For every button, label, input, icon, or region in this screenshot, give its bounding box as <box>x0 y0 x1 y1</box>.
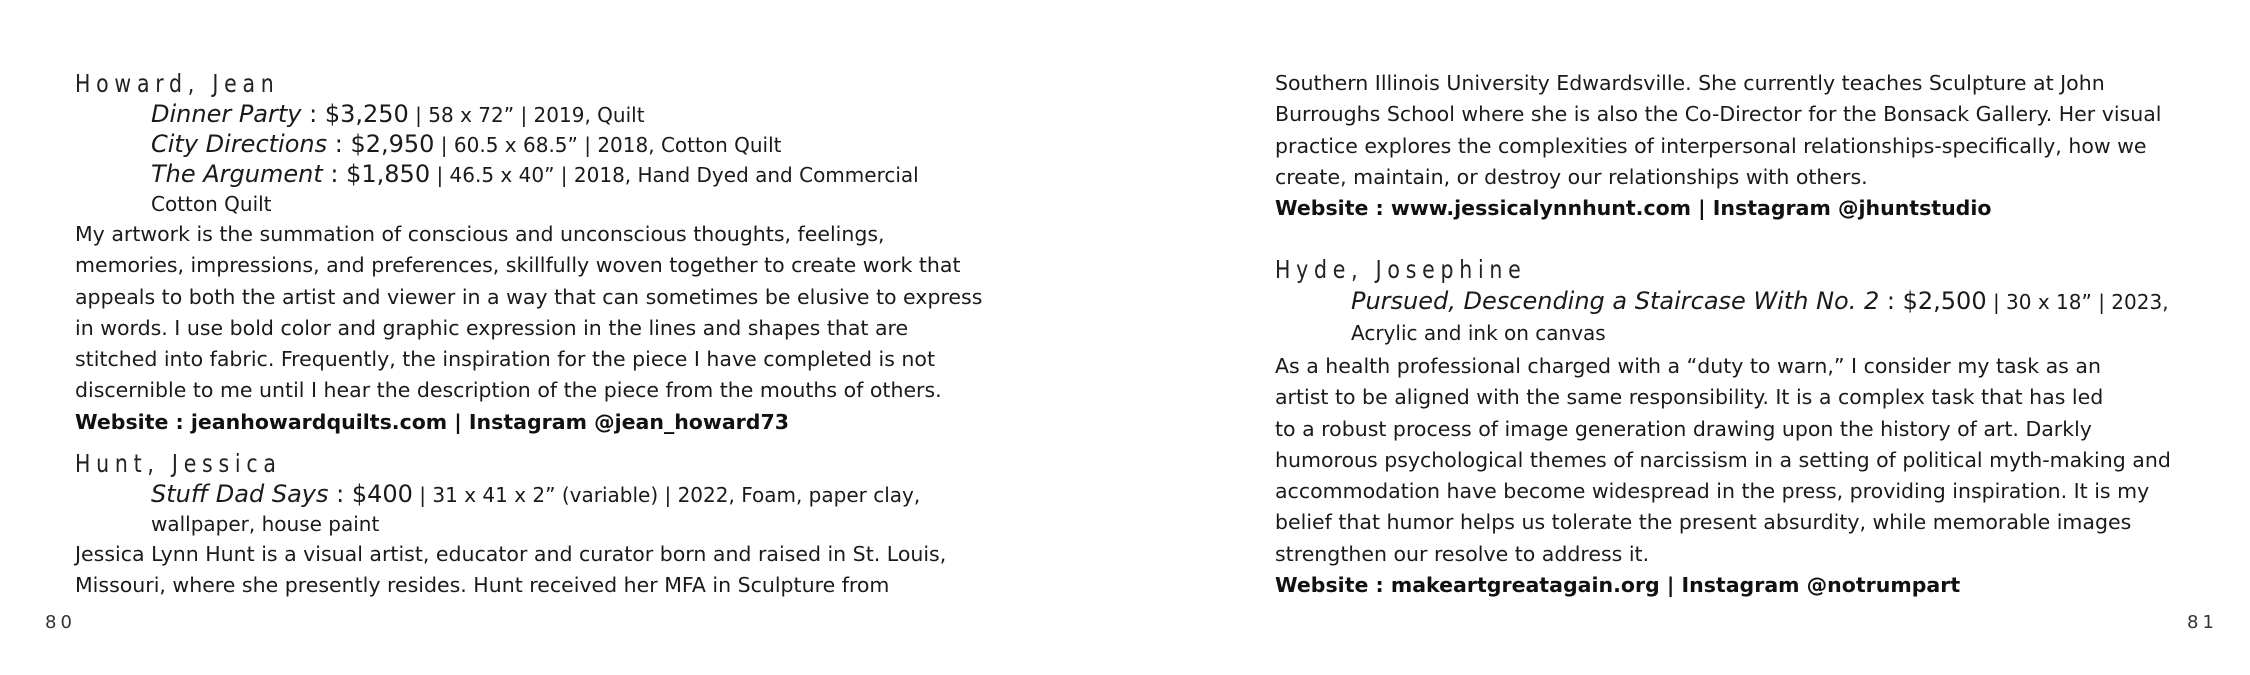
right-page <box>1125 0 2250 675</box>
statement-line: humorous psychological themes of narcissism in a setting of political myth-making and <box>1275 447 2171 472</box>
work-meta: | 31 x 41 x 2” (variable) | 2022, Foam, paper clay, <box>412 483 921 507</box>
statement-line: belief that humor helps us tolerate the present absurdity, while memorable images <box>1275 510 2132 535</box>
statement-line: create, maintain, or destroy our relationships with others. <box>1275 164 1868 189</box>
work-title: Dinner Party <box>151 100 302 128</box>
work-price: : $2,500 <box>1879 287 1987 315</box>
work-meta: | 30 x 18” | 2023, <box>1986 290 2169 314</box>
work-meta: | 58 x 72” | 2019, Quilt <box>408 103 645 127</box>
works-list <box>75 480 1075 539</box>
works-list <box>75 100 1075 219</box>
page-number: 80 <box>45 612 76 633</box>
artist-entry-howard <box>75 66 1075 438</box>
work-medium-continued: Cotton Quilt <box>151 192 272 216</box>
statement-line: Jessica Lynn Hunt is a visual artist, educator and curator born and raised in St. Louis, <box>75 542 947 566</box>
statement-line: accommodation have become widespread in the press, providing inspiration. It is my <box>1275 479 2150 504</box>
statement-line: appeals to both the artist and viewer in a way that can sometimes be elusive to express <box>75 284 983 309</box>
artist-links[interactable]: Website : jeanhowardquilts.com | Instagram @jean_howard73 <box>75 409 789 434</box>
artist-entry-hunt <box>75 446 1075 602</box>
work-meta: | 60.5 x 68.5” | 2018, Cotton Quilt <box>434 133 782 157</box>
work-meta: | 46.5 x 40” | 2018, Hand Dyed and Commercial <box>430 163 919 187</box>
work-price: : $1,850 <box>322 160 431 188</box>
statement-line: Southern Illinois University Edwardsville. She currently teaches Sculpture at John <box>1275 71 2105 95</box>
artist-name: Howard, Jean <box>75 69 280 98</box>
artist-entry-hyde <box>1275 252 2235 601</box>
artist-statement <box>1275 351 2235 570</box>
artist-name: Hyde, Josephine <box>1275 255 1527 284</box>
artist-statement <box>75 219 1075 407</box>
work-price: : $3,250 <box>301 100 409 128</box>
statement-line: discernible to me until I hear the description of the piece from the mouths of others. <box>75 378 942 403</box>
work-price: : $400 <box>328 480 413 508</box>
artist-links[interactable]: Website : makeartgreatagain.org | Instagram @notrumpart <box>1275 573 1961 598</box>
statement-line: to a robust process of image generation drawing upon the history of art. Darkly <box>1275 416 2092 441</box>
artist-name: Hunt, Jessica <box>75 449 282 478</box>
work-title: Stuff Dad Says <box>151 480 329 508</box>
work-medium-continued: Acrylic and ink on canvas <box>1351 321 1606 345</box>
work-item <box>1351 287 2235 317</box>
page-number: 81 <box>2187 612 2218 633</box>
statement-line: artist to be aligned with the same responsibility. It is a complex task that has led <box>1275 385 2104 410</box>
statement-line: practice explores the complexities of interpersonal relationships-specifically, how we <box>1275 133 2147 158</box>
work-price: : $2,950 <box>327 130 435 158</box>
statement-line: stitched into fabric. Frequently, the inspiration for the piece I have completed is not <box>75 347 935 372</box>
continued-statement <box>1275 68 2225 224</box>
work-title: The Argument <box>151 160 323 188</box>
statement-line: memories, impressions, and preferences, skillfully woven together to create work that <box>75 253 961 278</box>
works-list <box>1275 287 2235 348</box>
work-medium-continued: wallpaper, house paint <box>151 512 380 536</box>
artist-links[interactable]: Website : www.jessicalynnhunt.com | Instagram @jhuntstudio <box>1275 196 1992 221</box>
statement-line: strengthen our resolve to address it. <box>1275 541 1650 566</box>
statement-line: As a health professional charged with a “duty to warn,” I consider my task as an <box>1275 354 2101 378</box>
work-item <box>151 100 1075 130</box>
statement-line: Burroughs School where she is also the Co-Director for the Bonsack Gallery. Her visual <box>1275 102 2162 127</box>
statement-line: Missouri, where she presently resides. Hunt received her MFA in Sculpture from <box>75 573 890 598</box>
work-title: Pursued, Descending a Staircase With No. 2 <box>1351 287 1880 315</box>
statement-line: in words. I use bold color and graphic expression in the lines and shapes that are <box>75 315 909 340</box>
artist-statement <box>75 539 1075 602</box>
work-item <box>151 480 1075 510</box>
work-title: City Directions <box>151 130 328 158</box>
statement-line: My artwork is the summation of conscious and unconscious thoughts, feelings, <box>75 222 885 246</box>
work-item <box>151 160 1075 190</box>
work-item <box>151 130 1075 160</box>
